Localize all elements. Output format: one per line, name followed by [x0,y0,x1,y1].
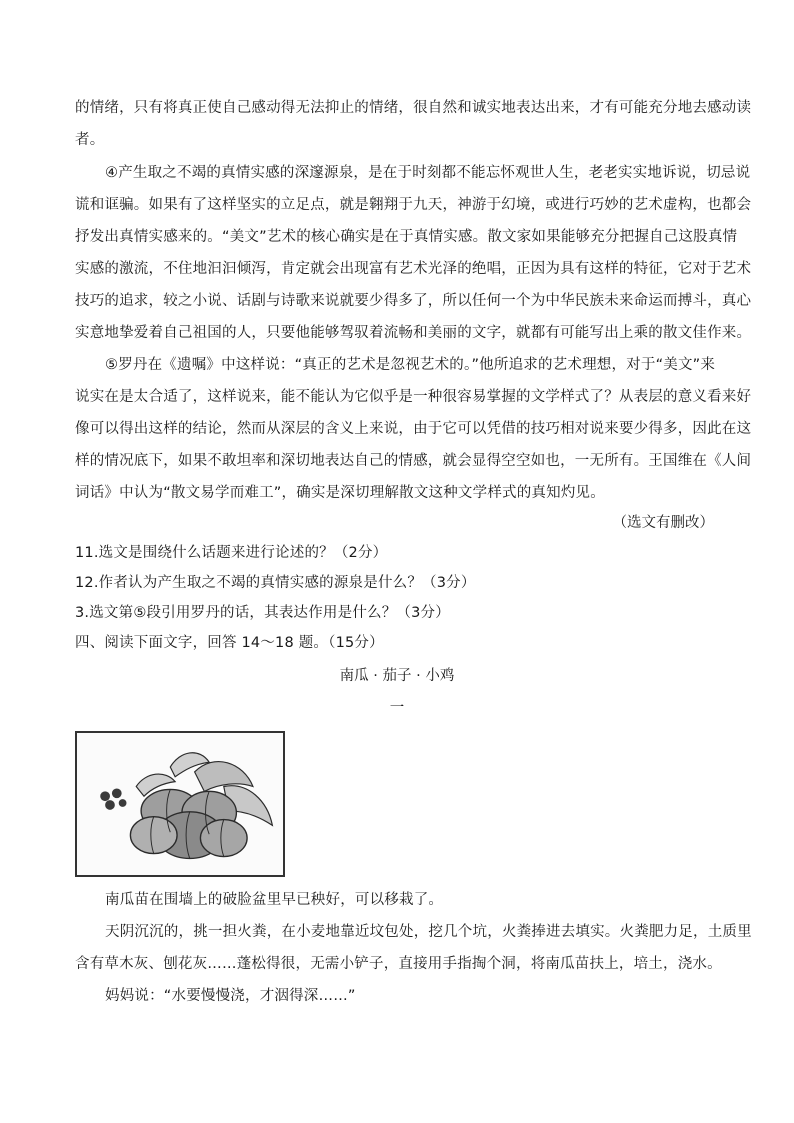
section-heading: 四、阅读下面文字，回答 14～18 题。（15分） [75,635,384,651]
story-paragraph-line: 含有草木灰、刨花灰……蓬松得很，无需小铲子，直接用手指掏个洞，将南瓜苗扶上，培土，浇水。 [75,956,722,972]
story-paragraph-line: 南瓜苗在围墙上的破脸盆里早已秧好，可以移栽了。 [105,892,444,908]
paragraph-5-line: 样的情况底下，如果不敢坦率和深切地表达自己的情感，就会显得空空如也，一无所有。王国维在《人间 [75,453,752,469]
pumpkin-sketch-icon [77,733,283,875]
paragraph-4-line: 实意地挚爱着自己祖国的人，只要他能够驾驭着流畅和美丽的文字，就都有可能写出上乘的散文佳作来。 [75,325,752,341]
story-part-number: 一 [389,700,405,716]
question-13: 3.选文第⑤段引用罗丹的话，其表达作用是什么？（3分） [75,605,450,621]
paragraph-4-line: ④产生取之不竭的真情实感的深邃源泉，是在于时刻都不能忘怀观世人生，老老实实地诉说，切忌说 [105,165,751,181]
paragraph-4-line: 谎和诓骗。如果有了这样坚实的立足点，就是翱翔于九天，神游于幻境，或进行巧妙的艺术虚构，也都会 [75,197,752,213]
story-paragraph-line: 天阴沉沉的，挑一担火粪，在小麦地靠近坟包处，挖几个坑，火粪捧进去填实。火粪肥力足，土质里 [105,924,752,940]
question-11: 11.选文是围绕什么话题来进行论述的？（2分） [75,545,388,561]
paragraph-3-line: 者。 [75,132,105,148]
source-note: （选文有删改） [612,515,714,531]
paragraph-5-line: 像可以得出这样的结论，然而从深层的含义上来说，由于它可以凭借的技巧相对说来要少得多，因此在这 [75,421,752,437]
pumpkin-sketch-image [75,731,285,877]
paragraph-4-line: 实感的激流，不住地汩汩倾泻，肯定就会出现富有艺术光泽的绝唱，正因为具有这样的特征，它对于艺术 [75,261,752,277]
paragraph-5-line: ⑤罗丹在《遗嘱》中这样说：“真正的艺术是忽视艺术的。”他所追求的艺术理想，对于“美文”来 [105,357,716,373]
paragraph-3-line: 的情绪，只有将真正使自己感动得无法抑止的情绪，很自然和诚实地表达出来，才有可能充分地去感动读 [75,100,752,116]
paragraph-4-line: 抒发出真情实感来的。“美文”艺术的核心确实是在于真情实感。散文家如果能够充分把握自己这股真情 [75,229,738,245]
question-12: 12.作者认为产生取之不竭的真情实感的源泉是什么？（3分） [75,575,476,591]
story-paragraph-line: 妈妈说：“水要慢慢浇，才洇得深……” [105,988,356,1004]
story-title: 南瓜 · 茄子 · 小鸡 [339,668,455,684]
paragraph-5-line: 词话》中认为“散文易学而难工”，确实是深切理解散文这种文学样式的真知灼见。 [75,485,605,501]
paragraph-5-line: 说实在是太合适了，这样说来，能不能认为它似乎是一种很容易掌握的文学样式了？从表层的意义看来好 [75,389,752,405]
paragraph-4-line: 技巧的追求，较之小说、话剧与诗歌来说就要少得多了，所以任何一个为中华民族未来命运而搏斗，真心 [75,293,752,309]
